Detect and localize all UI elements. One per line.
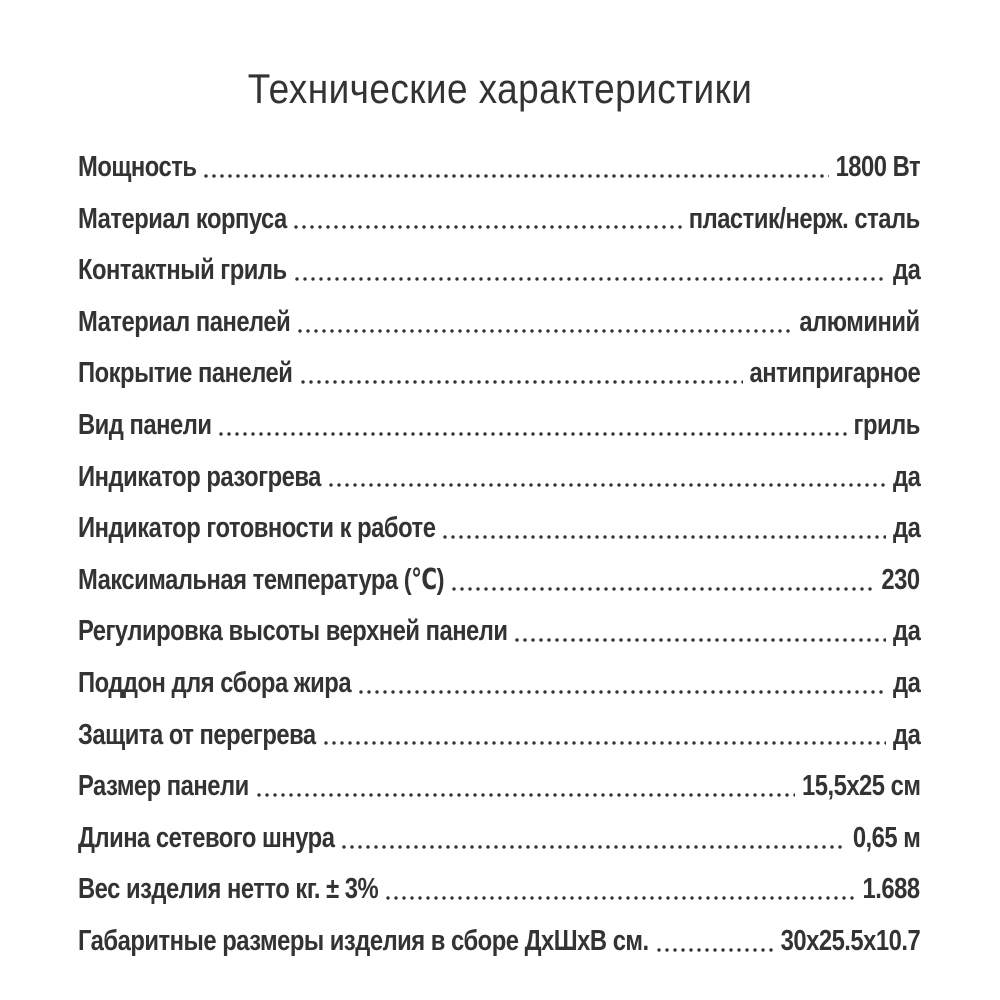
spec-row-dimensions [78,916,920,968]
spec-row-panel-size [78,761,920,813]
dot-leader [296,329,794,333]
dot-leader [357,690,886,694]
spec-label: Материал панелей [78,305,291,338]
dot-leader [327,483,886,487]
spec-row-heat-indicator [78,452,920,504]
spec-value: 15,5х25 см [801,770,920,803]
spec-row-power [78,142,920,194]
spec-value: антипригарное [749,357,920,390]
dot-leader [450,587,876,591]
spec-row-net-weight [78,864,920,916]
spec-value: пластик/нерж. сталь [688,202,920,235]
spec-row-cord-length [78,813,920,865]
spec-value: да [892,460,920,493]
spec-row-panel-coating [78,348,920,400]
spec-label: Защита от перегрева [78,718,316,751]
dot-leader [255,793,795,797]
spec-label: Длина сетевого шнура [78,821,335,854]
spec-label: Вес изделия нетто кг. ± 3% [78,873,379,906]
dot-leader [322,741,887,745]
spec-label: Индикатор готовности к работе [78,512,436,545]
spec-value: да [892,615,920,648]
spec-row-panel-material [78,297,920,349]
dot-leader [217,432,848,436]
spec-value: гриль [853,408,920,441]
spec-label: Мощность [78,151,197,183]
spec-list [78,142,920,968]
spec-row-height-adjustment [78,606,920,658]
spec-row-body-material [78,194,920,246]
spec-value: алюминий [799,305,920,338]
spec-row-panel-type [78,400,920,452]
dot-leader [292,225,683,229]
spec-label: Регулировка высоты верхней панели [78,615,508,648]
spec-label: Материал корпуса [78,202,287,235]
spec-row-ready-indicator [78,503,920,555]
spec-value: 1.688 [862,873,920,906]
dot-leader [513,638,886,642]
spec-label: Поддон для сбора жира [78,666,352,699]
dot-leader [384,896,857,900]
dot-leader [441,535,886,539]
spec-value: да [892,254,920,287]
dot-leader [299,380,743,384]
spec-value: 1800 Вт [835,151,920,183]
dot-leader [340,845,846,849]
dot-leader [293,277,886,281]
dot-leader [202,174,829,178]
spec-value: да [892,718,920,751]
spec-label: Размер панели [78,770,249,803]
spec-label: Индикатор разогрева [78,460,321,493]
spec-label: Покрытие панелей [78,357,293,390]
spec-label: Максимальная температура (℃) [78,563,445,596]
spec-row-overheat-protection [78,710,920,762]
spec-value: да [892,512,920,545]
spec-label: Габаритные размеры изделия в сборе ДхШхВ см. [78,924,649,957]
spec-row-grease-tray [78,658,920,710]
spec-row-max-temperature [78,555,920,607]
spec-value: 30х25.5х10.7 [780,924,920,957]
page-title: Технические характеристики [247,65,753,112]
spec-value: 230 [881,563,920,596]
spec-row-contact-grill [78,245,920,297]
spec-label: Вид панели [78,408,212,441]
spec-value: да [892,666,920,699]
spec-value: 0,65 м [852,821,920,854]
spec-label: Контактный гриль [78,254,287,287]
dot-leader [655,948,775,952]
